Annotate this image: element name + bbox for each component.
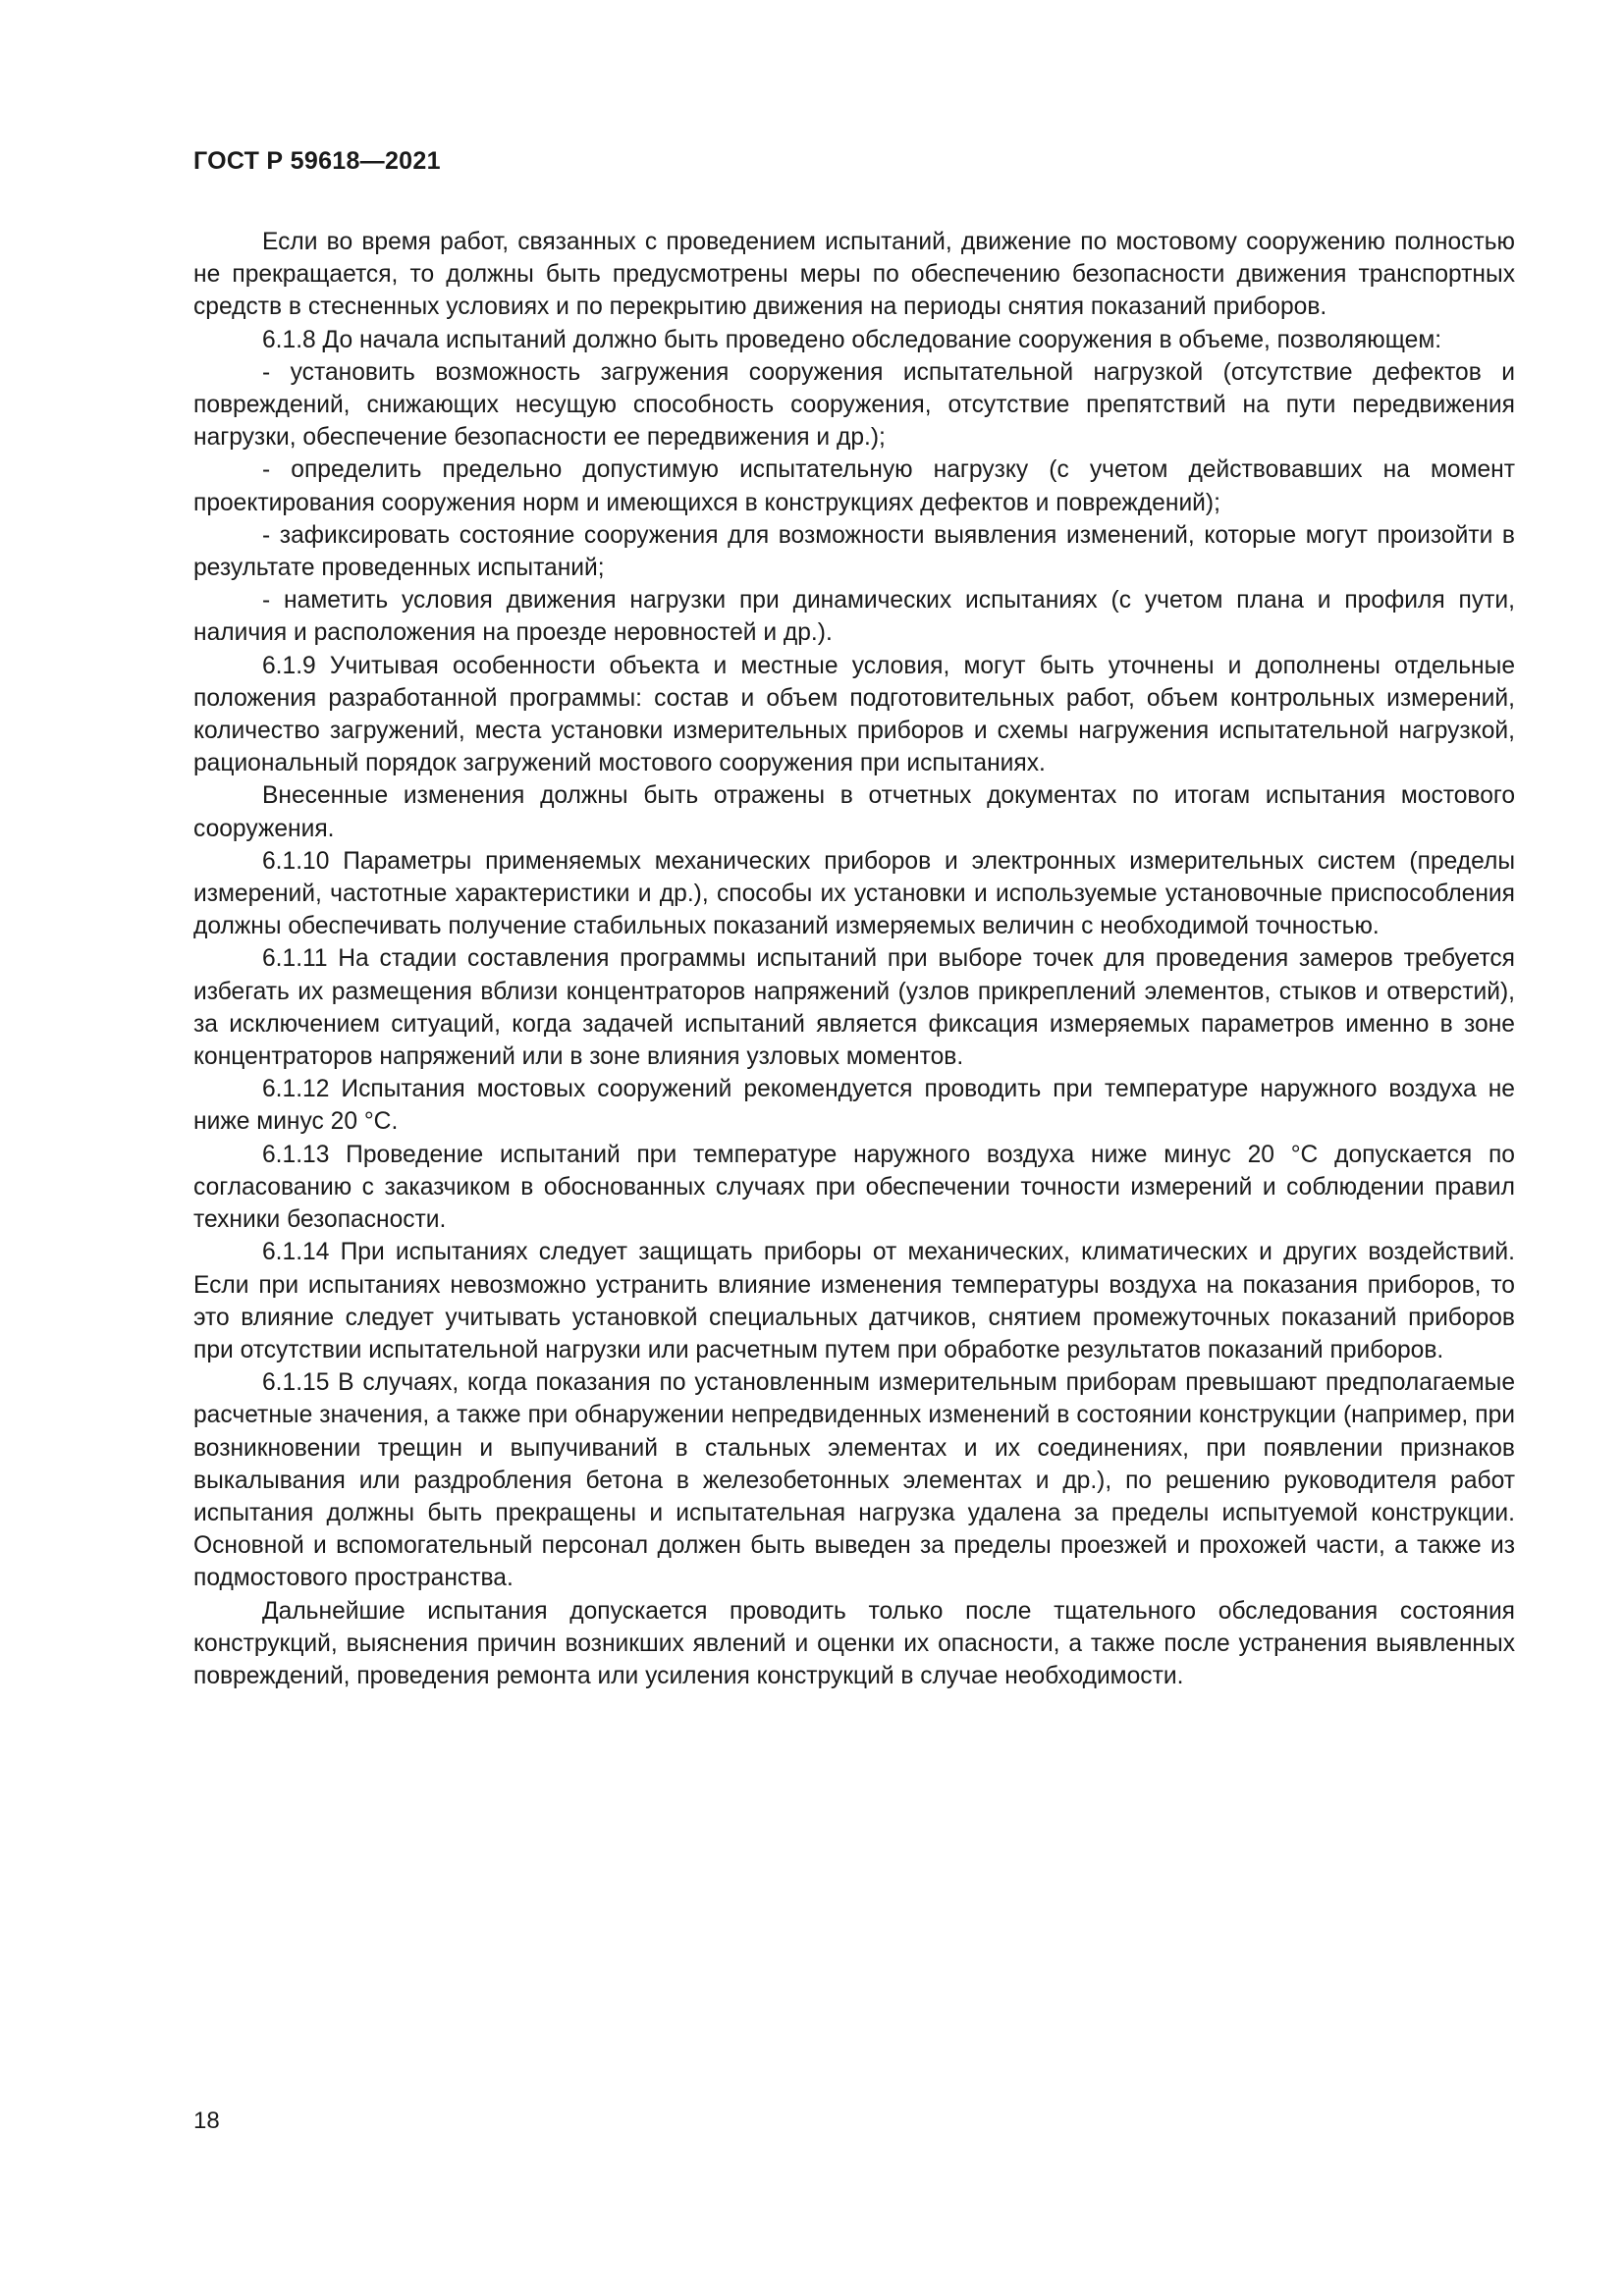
document-header: ГОСТ Р 59618—2021 — [193, 147, 441, 175]
paragraph: 6.1.8 До начала испытаний должно быть проведено обследование сооружения в объеме, позволяющем: — [262, 326, 1442, 353]
paragraph: Дальнейшие испытания допускается проводить только после тщательного обследования состояния конструкций, выяснения причин возникших явлений и оценки их опасности, а также после устранения выявленных повреждений, проведения ремонта или усиления конструкций в случае необходимости. — [193, 1597, 1515, 1689]
paragraph: 6.1.12 Испытания мостовых сооружений рекомендуется проводить при температуре наружного воздуха не ниже минус 20 °С. — [193, 1076, 1515, 1136]
paragraph: 6.1.9 Учитывая особенности объекта и местные условия, могут быть уточнены и дополнены отдельные положения разработанной программы: состав и объем подготовительных работ, объем контрольных измерений, количество загружений, места установки измерительных приборов и схемы нагружения испытательной нагрузкой, рациональный порядок загружений мостового сооружения при испытаниях. — [193, 652, 1515, 777]
list-item: - определить предельно допустимую испытательную нагрузку (с учетом действовавших на момент проектирования сооружения норм и имеющихся в конструкциях дефектов и повреждений); — [193, 456, 1515, 516]
list-item: - зафиксировать состояние сооружения для возможности выявления изменений, которые могут произойти в результате проведенных испытаний; — [193, 521, 1515, 582]
paragraph: 6.1.15 В случаях, когда показания по установленным измерительным приборам превышают предполагаемые расчетные значения, а также при обнаружении непредвиденных изменений в состоянии конструкции (например, при возникновении трещин и выпучиваний в стальных элементах и их соединениях, при появлении признаков выкалывания или раздробления бетона в железобетонных элементах и др.), по решению руководителя работ испытания должны быть прекращены и испытательная нагрузка удалена за пределы испытуемой конструкции. Основной и вспомогательный персонал должен быть выведен за пределы проезжей и прохожей части, а также из подмостового пространства. — [193, 1369, 1515, 1592]
page-number: 18 — [193, 2108, 220, 2134]
paragraph: 6.1.11 На стадии составления программы испытаний при выборе точек для проведения замеров требуется избегать их размещения вблизи концентраторов напряжений (узлов прикреплений элементов, стыков и отверстий), за исключением ситуаций, когда задачей испытаний является фиксация измеряемых параметров именно в зоне концентраторов напряжений или в зоне влияния узловых моментов. — [193, 945, 1515, 1071]
paragraph: 6.1.14 При испытаниях следует защищать приборы от механических, климатических и других воздействий. Если при испытаниях невозможно устранить влияние изменения температуры воздуха на показания приборов, то это влияние следует учитывать установкой специальных датчиков, снятием промежуточных показаний приборов при отсутствии испытательной нагрузки или расчетным путем при обработке результатов показаний приборов. — [193, 1239, 1515, 1363]
paragraph: Если во время работ, связанных с проведением испытаний, движение по мостовому сооружению полностью не прекращается, то должны быть предусмотрены меры по обеспечению безопасности движения транспортных средств в стесненных условиях и по перекрытию движения на периоды снятия показаний приборов. — [193, 229, 1515, 321]
document-body — [193, 226, 1515, 1692]
paragraph: 6.1.13 Проведение испытаний при температуре наружного воздуха ниже минус 20 °С допускается по согласованию с заказчиком в обоснованных случаях при обеспечении точности измерений и соблюдении правил техники безопасности. — [193, 1141, 1515, 1234]
list-item: - установить возможность загружения сооружения испытательной нагрузкой (отсутствие дефектов и повреждений, снижающих несущую способность сооружения, отсутствие препятствий на пути передвижения нагрузки, обеспечение безопасности ее передвижения и др.); — [193, 358, 1515, 452]
paragraph: 6.1.10 Параметры применяемых механических приборов и электронных измерительных систем (пределы измерений, частотные характеристики и др.), способы их установки и используемые установочные приспособления должны обеспечивать получение стабильных показаний измеряемых величин с необходимой точностью. — [193, 847, 1515, 940]
paragraph: Внесенные изменения должны быть отражены в отчетных документах по итогам испытания мостового сооружения. — [193, 782, 1515, 842]
list-item: - наметить условия движения нагрузки при динамических испытаниях (с учетом плана и профиля пути, наличия и расположения на проезде неровностей и др.). — [193, 587, 1515, 647]
